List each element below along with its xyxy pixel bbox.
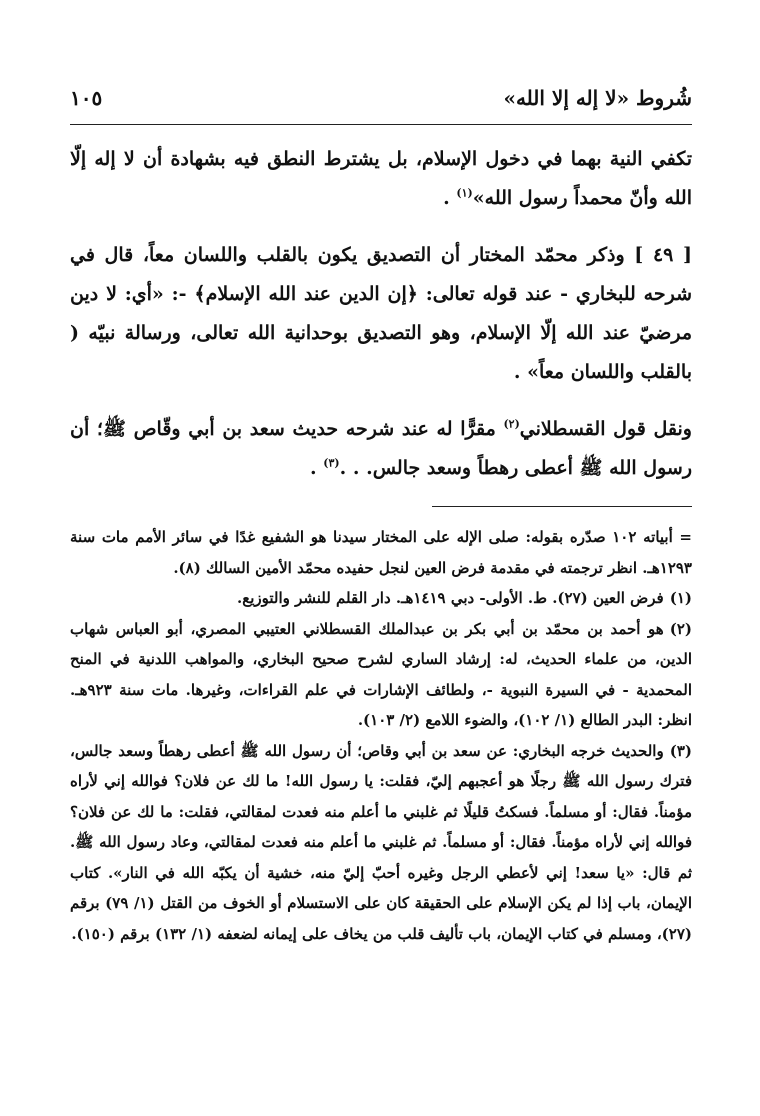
paragraph-1-end: . bbox=[443, 187, 457, 209]
paragraph-3-text-b: مقرًّا له عند شرحه حديث سعد بن أبي وقّاص ﷺ؛ أن رسول الله ﷺ أعطى رهطاً وسعد جالس. . . bbox=[70, 418, 692, 479]
footnote-continuation: = أبياته ١٠٢ صدّره بقوله: صلى الإله على المختار سيدنا هو الشفيع غدًا في سائر الأمم مات سنة ١٢٩٣هـ. انظر ترجمته في مقدمة فرض العين لنجل حفيده محمّد الأمين السالك (٨). bbox=[70, 528, 692, 577]
footnotes bbox=[70, 522, 692, 949]
paragraph-3 bbox=[70, 410, 692, 488]
page-number: ١٠٥ bbox=[70, 86, 103, 110]
footnote-ref-2: (٢) bbox=[503, 417, 520, 431]
paragraph-3-text-a: ونقل قول القسطلاني bbox=[519, 418, 692, 440]
footnote-2-text: هو أحمد بن محمّد بن أبي بكر بن عبدالملك القسطلاني العتيبي المصري، أبو العباس شهاب الدين، من علماء الحديث، له: إرشاد الساري لشرح صحيح البخاري، والمواهب اللدنية في المنح المحمدية - في السيرة النبوية -، ولطائف الإشارات في علم القراءات، وغيرها. مات سنة ٩٢٣هـ. انظر: البدر الطالع (١/ ١٠٢)، والضوء اللامع (٢/ ١٠٣). bbox=[70, 619, 692, 729]
paragraph-2: [ ٤٩ ] وذكر محمّد المختار أن التصديق يكون بالقلب واللسان معاً، قال في شرحه للبخاري - عند قوله تعالى: ﴿إن الدين عند الله الإسلام﴾ -: «أي: لا دين مرضيّ عند الله إلّا الإسلام، وهو التصديق بوحدانية الله تعالى، ورسالة نبيّه ( بالقلب واللسان معاً» . bbox=[70, 244, 693, 383]
paragraph-3-end: . bbox=[310, 457, 324, 479]
footnote-2 bbox=[70, 614, 692, 736]
footnote-3-text: والحديث خرجه البخاري: عن سعد بن أبي وقاص؛ أن رسول الله ﷺ أعطى رهطاً وسعد جالس، فترك رسول الله ﷺ رجلًا هو أعجبهم إليّ، فقلت: يا رسول الله! ما لك عن فلان؟ فوالله إني لأراه مؤمناً. فقال: أو مسلماً. فسكتُ قليلًا ثم غلبني ما أعلم منه فعدت لمقالتي، فقلت: ما لك عن فلان؟ فوالله إني لأراه مؤمناً. فقال: أو مسلماً. ثم غلبني ما أعلم منه فعدت لمقالتي، وعاد رسول الله ﷺ. ثم قال: «يا سعد! إني لأعطي الرجل وغيره أحبّ إليّ منه، خشية أن يكبّه الله في النار». كتاب الإيمان، باب إذا لم يكن الإسلام على الحقيقة كان على الاستسلام أو الخوف من القتل (١/ ٧٩) برقم (٢٧)، ومسلم في كتاب الإيمان، باب تأليف قلب من يخاف على إيمانه لضعفه (١/ ١٣٢) برقم (١٥٠). bbox=[70, 741, 692, 943]
footnote-1 bbox=[70, 583, 692, 614]
footnote-2-marker: (٢) bbox=[669, 619, 692, 638]
paragraph-1 bbox=[70, 140, 692, 218]
running-title: شُروط «لا إله إلا الله» bbox=[503, 86, 692, 110]
footnote-ref-3: (٣) bbox=[323, 456, 340, 470]
footnote-3-marker: (٣) bbox=[669, 741, 692, 760]
footnote-divider bbox=[432, 506, 692, 507]
page-header bbox=[70, 84, 692, 125]
footnote-1-text: فرض العين (٢٧). ط. الأولى- دبي ١٤١٩هـ. دار القلم للنشر والتوزيع. bbox=[236, 589, 664, 607]
footnote-ref-1: (١) bbox=[456, 186, 473, 200]
footnote-1-marker: (١) bbox=[669, 589, 692, 607]
main-text bbox=[70, 140, 692, 506]
paragraph-1-text: تكفي النية بهما في دخول الإسلام، بل يشترط النطق فيه بشهادة أن لا إله إلّا الله وأنّ محمداً رسول الله» bbox=[70, 148, 692, 209]
footnote-3 bbox=[70, 736, 692, 950]
